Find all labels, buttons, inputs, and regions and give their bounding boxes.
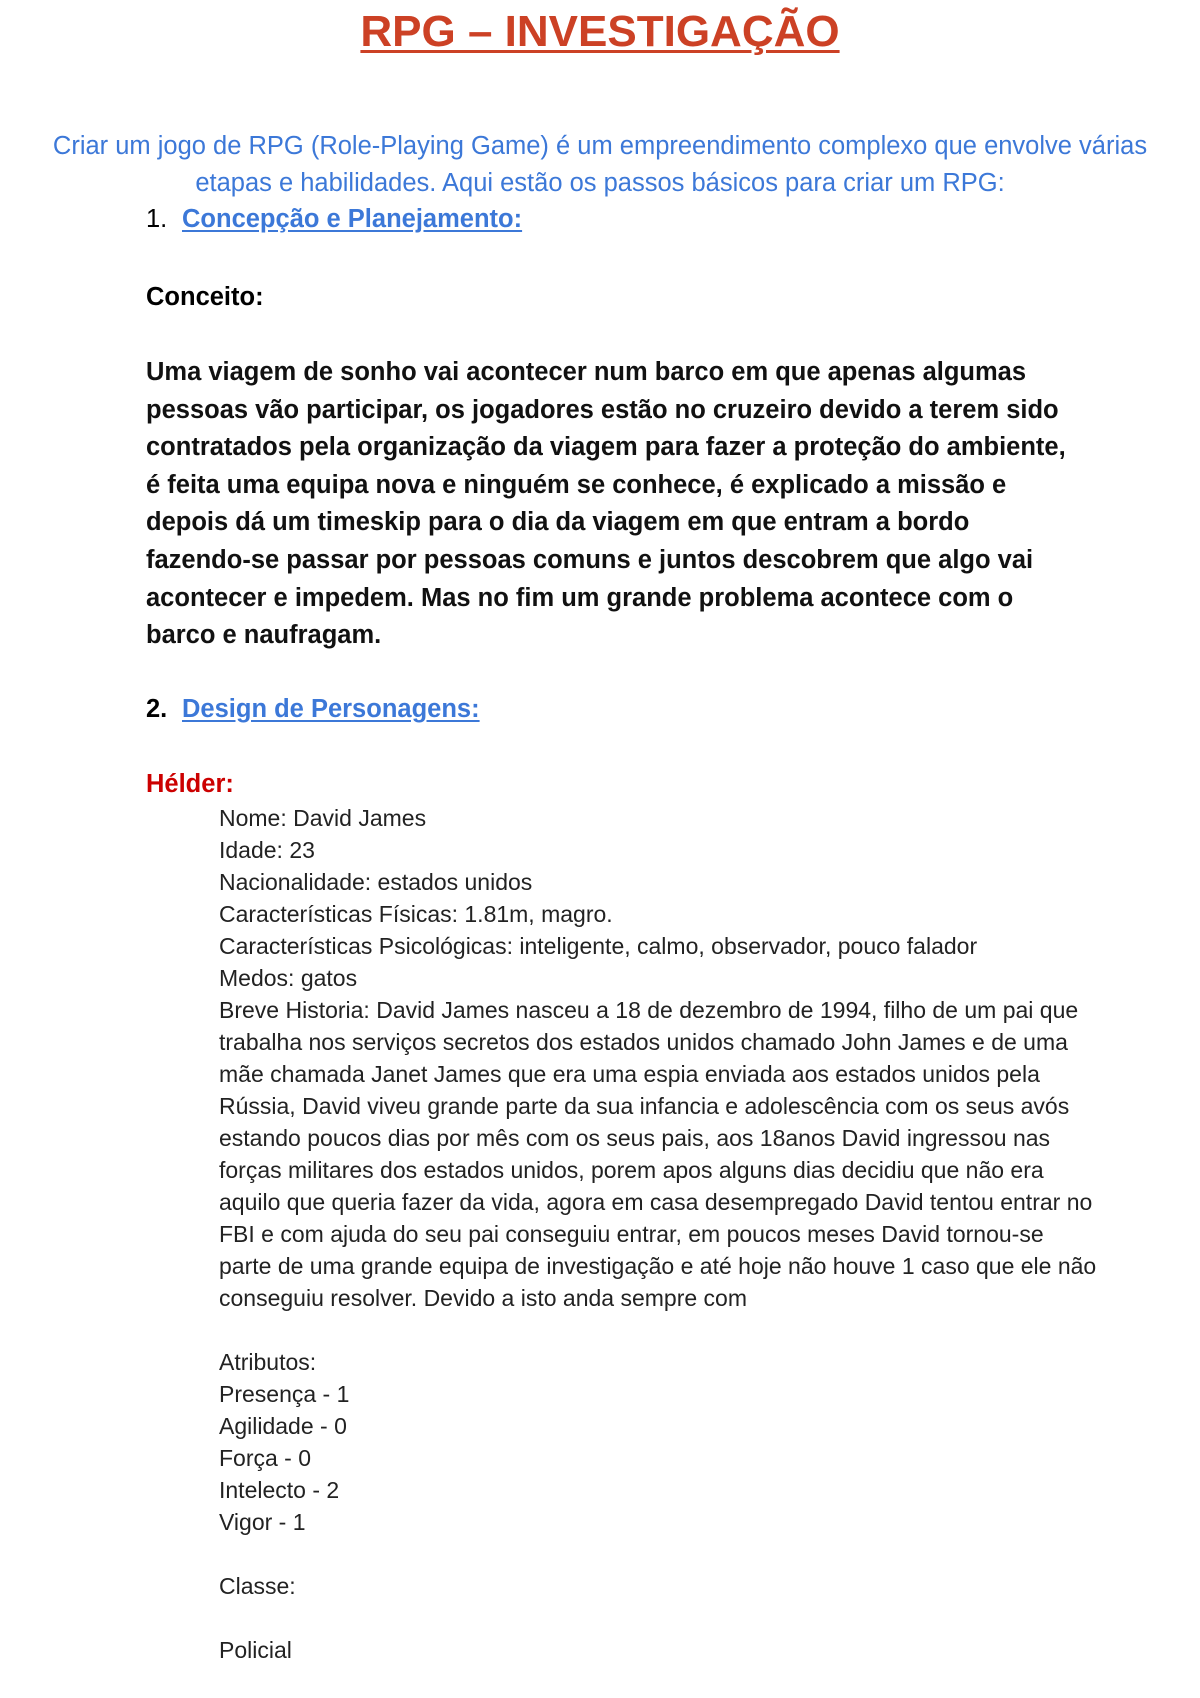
attribute-item: Força - 0 [219, 1445, 312, 1471]
section-number: 2. [146, 695, 168, 723]
concept-paragraph: Uma viagem de sonho vai acontecer num barco em que apenas algumas pessoas vão participar, os jogadores estão no cruzeiro devido a terem sido contratados pela organização da viagem para fazer a proteção do ambiente, é feita uma equipa nova e ninguém se conhece, é explicado a missão e depois dá um timeskip para o dia da viagem em que entram a bordo fazendo-se passar por pessoas comuns e juntos descobrem que algo vai acontecer e impedem. Mas no fim um grande problema acontece com o barco e naufragam. [146, 358, 1066, 650]
character-sheet [219, 802, 1099, 1666]
character-player-name: Hélder: [146, 770, 234, 798]
character-history: Breve Historia: David James nasceu a 18 de dezembro de 1994, filho de um pai que trabalha nos serviços secretos dos estados unidos chamado John James e de uma mãe chamada Janet James que era uma espia enviada aos estados unidos pela Rússia, David viveu grande parte da sua infancia e adolescência com os seus avós estando poucos dias por mês com os seus pais, aos 18anos David ingressou nas forças militares dos estados unidos, porem apos alguns dias decidiu que não era aquilo que queria fazer da vida, agora em casa desempregado David tentou entrar no FBI e com ajuda do seu pai conseguiu entrar, em poucos meses David tornou-se parte de uma grande equipa de investigação e até hoje não houve 1 caso que ele não conseguiu resolver. Devido a isto anda sempre com [219, 997, 1097, 1311]
character-age: Idade: 23 [219, 837, 315, 863]
section-heading-concepcao [146, 201, 522, 238]
attribute-item: Presença - 1 [219, 1381, 350, 1407]
attributes-label: Atributos: [219, 1349, 317, 1375]
spacer [219, 1538, 1099, 1570]
attribute-item: Vigor - 1 [219, 1509, 306, 1535]
spacer [219, 1314, 1099, 1346]
character-fears: Medos: gatos [219, 965, 358, 991]
intro-paragraph: Criar um jogo de RPG (Role-Playing Game) é um empreendimento complexo que envolve várias etapas e habilidades. Aqui estão os passos básicos para criar um RPG: [52, 132, 1148, 197]
character-physical-traits: Características Físicas: 1.81m, magro. [219, 901, 613, 927]
section-link-concepcao[interactable]: Concepção e Planejamento: [182, 205, 523, 233]
document-title: RPG – INVESTIGAÇÃO [360, 7, 840, 56]
class-value: Policial [219, 1637, 292, 1663]
character-nationality: Nacionalidade: estados unidos [219, 869, 533, 895]
section-heading-design [146, 691, 480, 728]
attribute-item: Intelecto - 2 [219, 1477, 340, 1503]
class-label: Classe: [219, 1573, 296, 1599]
section-number: 1. [146, 205, 168, 233]
concept-label: Conceito: [146, 283, 264, 311]
character-psychological-traits: Características Psicológicas: inteligente, calmo, observador, pouco falador [219, 933, 978, 959]
character-name: Nome: David James [219, 805, 427, 831]
spacer [219, 1602, 1099, 1634]
section-link-design[interactable]: Design de Personagens: [182, 695, 480, 723]
attribute-item: Agilidade - 0 [219, 1413, 347, 1439]
